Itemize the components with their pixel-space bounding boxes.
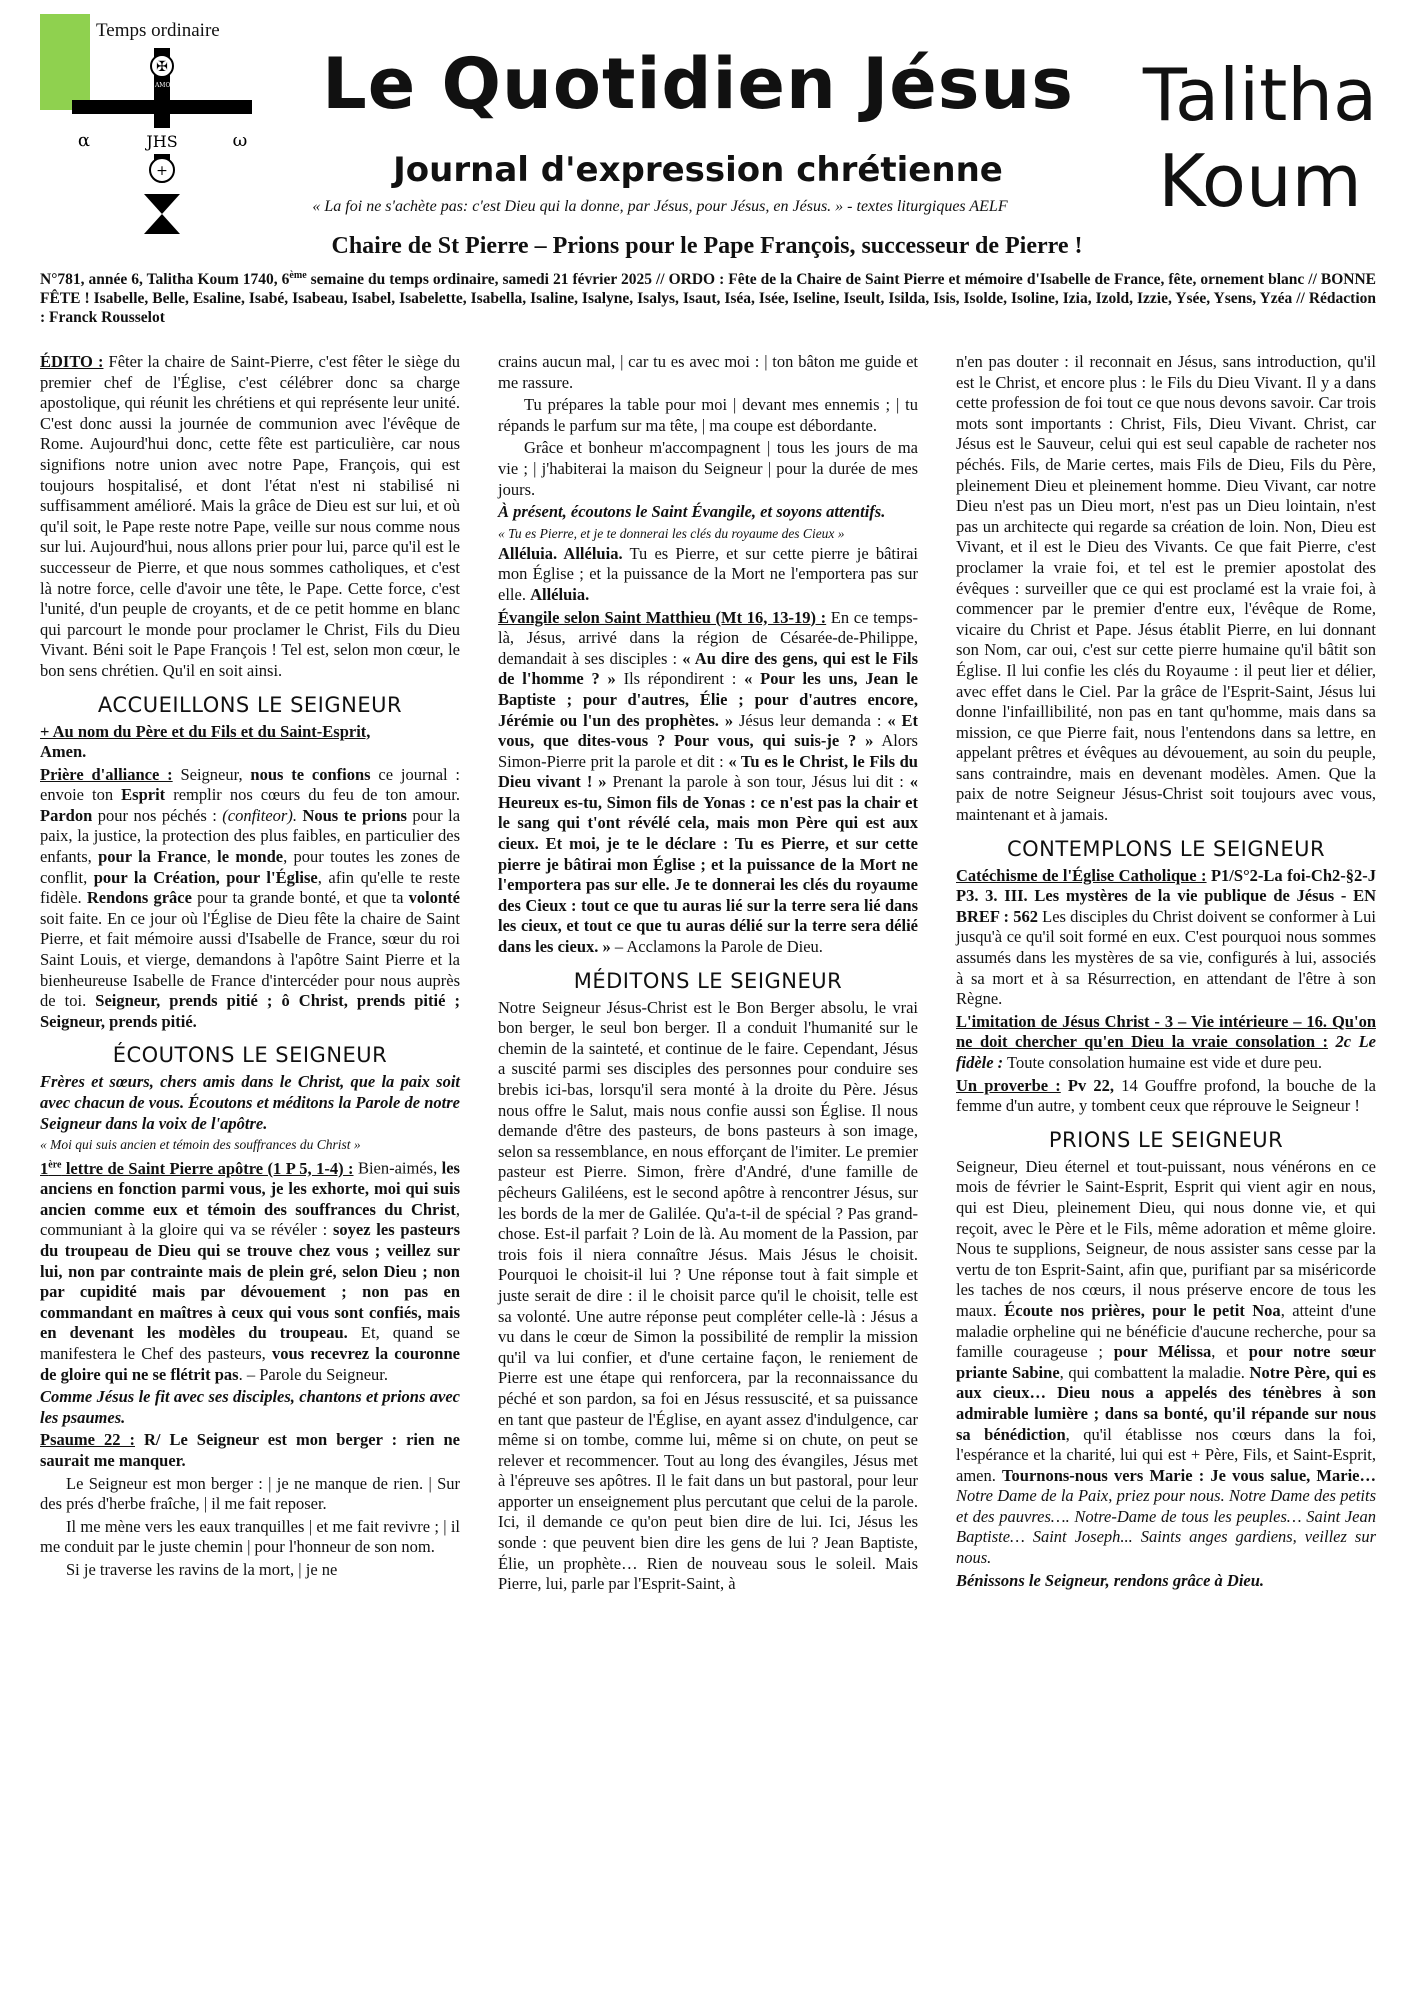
psalm-refrain: Psaume 22 : R/ Le Seigneur est mon berger : rien ne saurait me manquer. [40, 1430, 460, 1470]
season-label: Temps ordinaire [96, 20, 220, 41]
psalm-stanza: Tu prépares la table pour moi | devant mes ennemis ; | tu répands le parfum sur ma tête, | ma coupe est débordante. [498, 395, 918, 435]
gospel-quote: « Tu es Pierre, et je te donnerai les clés du royaume des Cieux » [498, 525, 845, 541]
lecture-quote: « Moi qui suis ancien et témoin des souffrances du Christ » [40, 1137, 361, 1153]
sign-of-cross: + Au nom du Père et du Fils et du Saint-Esprit, Amen. [40, 721, 371, 762]
newspaper-title: Le Quotidien Jésus [322, 43, 1074, 125]
emblem-motto: DEUS AMOR EST [134, 82, 190, 89]
proverb: Un proverbe : Pv 22, 14 Gouffre profond, la bouche de la femme d'un autre, y tombent ceux que réprouve le Seigneur ! [956, 1075, 1376, 1116]
section-accueillons: ACCUEILLONS LE SEIGNEUR [97, 692, 403, 717]
section-ecoutons: ÉCOUTONS LE SEIGNEUR [112, 1043, 388, 1068]
issue-info: N°781, année 6, Talitha Koum 1740, 6ème semaine du temps ordinaire, samedi 21 février 2025 // ORDO : Fête de la Chaire de Saint Pierre et mémoire d'Isabelle de France, fête, ornement blanc // BONNE FÊTE ! Isabelle, Belle, Esaline, Isabé, Isabeau, Isabel, Isabelette, Isabella, Isaline, Isalyne, Isalys, Isaut, Iséa, Isée, Iseline, Iseult, Isilda, Isis, Isolde, Isoline, Izia, Izold, Izzie, Ysée, Ysens, Yzéa // Rédaction : Franck Rousselot [40, 270, 1377, 327]
imitation: L'imitation de Jésus Christ - 3 – Vie intérieure – 16. Qu'on ne doit chercher qu'en Dieu la vraie consolation : 2c Le fidèle : Toute consolation humaine est vide et dure peu. [956, 1011, 1376, 1072]
gospel-invite: À présent, écoutons le Saint Évangile, et soyons attentifs. [498, 502, 886, 522]
alleluia: Alléluia. Alléluia. Tu es Pierre, et sur cette pierre je bâtirai mon Église ; et la puissance de la Mort ne l'emportera pas sur elle. Alléluia. [498, 543, 918, 604]
newspaper-motto: « La foi ne s'achète pas: c'est Dieu qui la donne, par Jésus, pour Jésus, en Jésus. » - textes liturgiques AELF [312, 198, 1008, 215]
premiere-lecture: 1ère lettre de Saint Pierre apôtre (1 P 5, 1-4) : Bien-aimés, les anciens en fonction parmi vous, je les exhorte, moi qui suis ancien comme eux et témoin des souffrances du Christ, communiant à la gloire qui va se révéler : soyez les pasteurs du troupeau de Dieu qui se trouve chez vous ; veillez sur lui, non par contrainte mais de plein gré, selon Dieu ; non par cupidité mais par dévouement ; non pas en commandant en maîtres à ceux qui vous sont confiés, mais en devenant les modèles du troupeau. Et, quand se manifestera le Chef des pasteurs, vous recevrez la couronne de gloire qui ne se flétrit pas. – Parole du Seigneur. [40, 1158, 461, 1384]
psalm-stanza: Le Seigneur est mon berger : | je ne manque de rien. | Sur des prés d'herbe fraîche, | il me fait reposer. [40, 1473, 460, 1514]
svg-text:+: + [156, 163, 168, 179]
section-prions: PRIONS LE SEIGNEUR [1048, 1127, 1284, 1152]
psalm-stanza: Grâce et bonheur m'accompagnent | tous les jours de ma vie ; | j'habiterai la maison du Seigneur | pour la durée de mes jours. [498, 438, 918, 499]
newspaper-subtitle: Journal d'expression chrétienne [393, 150, 1003, 190]
emblem-omega: ω [232, 130, 248, 151]
priere-alliance: Prière d'alliance : Seigneur, nous te confions ce journal : envoie ton Esprit remplir nos cœurs du feu de ton amour. Pardon pour nos péchés : (confiteor). Nous te prions pour la paix, la justice, la protection des plus faibles, en particulier des enfants, pour la France, le monde, pour toutes les zones de conflit, pour la Création, pour l'Église, afin qu'elle te reste fidèle. Rendons grâce pour ta grande bonté, et que ta volonté soit faite. En ce jour où l'Église de Dieu fête la chaire de Saint Pierre, et fait mémoire aussi d'Isabelle de France, sœur du roi Saint Louis, et vierge, demandons à l'apôtre Saint Pierre et la bienheureuse Isabelle de France d'intercéder pour nous auprès de toi. Seigneur, prends pitié ; ô Christ, prends pitié ; Seigneur, prends pitié. [40, 764, 461, 1031]
section-meditons: MÉDITONS LE SEIGNEUR [573, 968, 843, 993]
svg-text:✠: ✠ [156, 59, 168, 75]
psalm-stanza: Il me mène vers les eaux tranquilles | et me fait revivre ; | il me conduit par le juste chemin | pour l'honneur de son nom. [40, 1516, 460, 1557]
psalm-stanza: crains aucun mal, | car tu es avec moi : | ton bâton me guide et me rassure. [498, 352, 918, 392]
column-1 [40, 352, 460, 1583]
emblem-ihs: JHS [146, 132, 178, 151]
meditation: Notre Seigneur Jésus-Christ est le Bon Berger absolu, le vrai bon berger, le seul bon berger. Il a conduit l'humanité sur le chemin de la sainteté, et continue de le faire. Cependant, Jésus a suscité parmi ses disciples des personnes pour conduire ses brebis ici-bas, lorsqu'il sera monté à la droite du Père. Jésus nous offre le Salut, mais nous confie aussi son Église. Il nous demande d'être des pasteurs, de bons pasteurs à son image, selon sa ressemblance, en nous efforçant de l'imiter. Le premier pasteur est Pierre. Simon, frère d'André, d'une famille de pêcheurs Galiléens, est le second apôtre à rencontrer Jésus, sur les bords de la mer de Galilée. Qu'a-t-il de spécial ? Pas grand-chose. Est-il parfait ? Loin de là. Au moment de la Passion, par trois fois il niera connaître Jésus. Mais Jésus le choisit. Pourquoi le choisit-il lui ? Une réponse tout à fait simple et juste serait de dire : il le choisit parce qu'il le choisit, telle est sa volonté. Une autre réponse peut compléter celle-là : Jésus a vu dans le cœur de Simon la possibilité de remplir la mission qu'il va lui confier, et d'une certaine façon, le reniement de Pierre est une étape qui renforcera, par la reconnaissance du péché et son pardon, sa foi en Jésus ressuscité, et sa puissance en tant que pasteur de l'Église, en ayant assez d'indulgence, car même si on tombe, comme lui, même si on chute, on peut se relever et recommencer. Tout au long des évangiles, Jésus met à l'épreuve ses apôtres. Il le fait dans un but pastoral, pour leur apporter un enseignement plus percutant que celui de la parole. Ici, il demande ce qu'on peut bien dire de lui. Ici, Jésus les sonde : que peuvent bien dire les gens de lui ? Jean Baptiste, Élie, un prophète… Rien de nouveau sous le soleil. Mais Pierre, lui, parle par l'Esprit-Saint, à [498, 997, 918, 1594]
meditation-continued: n'en pas douter : il reconnait en Jésus, sans introduction, qu'il est le Christ, et encore plus : le Fils du Dieu Vivant. Il y a dans cette profession de foi tout ce que nous devons savoir. Car trois mots sont importants : Christ, Fils, Dieu Vivant. Christ, car Jésus est le Sauveur, celui qui est seul capable de racheter nos péchés. Fils, de Marie certes, mais Fils de Dieu, Fils du Père, pleinement Dieu et pleinement homme. Dieu Vivant, car notre Dieu n'est pas un Dieu mort, n'est pas un Dieu lointain, n'est pas un architecte qui regarde sa création de loin. Non, Dieu est Vivant, et il est le Dieu des Vivants. Ce que fait Pierre, c'est proclamer la vraie foi, et tel est le premier apostolat des évêques : surveiller que ce qui est proclamé est la vraie foi, à commencer par le premier d'entre eux, l'évêque de Rome, vicaire du Christ et Pape. Jésus établit Pierre, en lui donnant son Nom, car oui, c'est sur cette pierre humaine qu'il bâtit son Église. Il lui confie les clés du Royaume : il peut lier et délier, avec effet dans le Ciel. Par la grâce de l'Esprit-Saint, Jésus lui donne l'infaillibilité, non pas en tant qu'homme, mais dans sa mission, ce que Pierre fait, nous l'entendons dans sa lettre, en appelant prêtres et évêques au dévouement, au soin du peuple, sans contraindre, mais en devenant modèles. Amen. Que la paix de notre Seigneur Jésus-Christ soit toujours avec vous, maintenant et à jamais. [956, 352, 1376, 825]
talitha-koum-logo: Talitha Koum [1142, 53, 1378, 223]
catechism: Catéchisme de l'Église Catholique : P1/S°2-La foi-Ch2-§2-J P3. 3. III. Les mystères de la vie publique de Jésus - EN BREF : 562 Les disciples du Christ doivent se conformer à Lui jusqu'à ce qu'il soit formé en eux. C'est pourquoi nous sommes assumés dans les mystères de sa vie, configurés à lui, associés à sa mort et à sa Résurrection, en attendant de l'être à son Règne. [956, 865, 1377, 1009]
ecoutons-intro: Frères et sœurs, chers amis dans le Christ, que la paix soit avec chacun de vous. Écoutons et méditons la Parole de notre Seigneur dans la voix de l'apôtre. [40, 1072, 460, 1133]
gospel-reading: Évangile selon Saint Matthieu (Mt 16, 13-19) : En ce temps-là, Jésus, arrivé dans la région de Césarée-de-Philippe, demandait à ses disciples : « Au dire des gens, qui est le Fils de l'homme ? » Ils répondirent : « Pour les uns, Jean le Baptiste ; pour d'autres, Élie ; pour d'autres encore, Jérémie ou l'un des prophètes. » Jésus leur demanda : « Et vous, que dites-vous ? Pour vous, qui suis-je ? » Alors Simon-Pierre prit la parole et dit : « Tu es le Christ, le Fils du Dieu vivant ! » Prenant la parole à son tour, Jésus lui dit : « Heureux es-tu, Simon fils de Yonas : ce n'est pas la chair et le sang qui t'ont révélé cela, mais mon Père qui est aux cieux. Et moi, je te le déclare : Tu es Pierre, et sur cette pierre je bâtirai mon Église ; et la puissance de la Mort ne l'emportera pas sur elle. Je te donnerai les clés du royaume des Cieux : tout ce que tu auras lié sur la terre sera lié dans les cieux, et tout ce que tu auras délié sur la terre sera délié dans les cieux. » – Acclamons la Parole de Dieu. [498, 607, 919, 957]
psalm-transition: Comme Jésus le fit avec ses disciples, chantons et prions avec les psaumes. [40, 1387, 460, 1427]
closing-prayer: Seigneur, Dieu éternel et tout-puissant, nous vénérons en ce mois de février le Saint-Esprit, Esprit qui vient agir en nous, qui est Dieu, pleinement Dieu, qui nous donne vie, et qui reçoit, avec le Père et le Fils, même adoration et même gloire. Nous te supplions, Seigneur, de nous assister sans cesse par la vertu de ton Esprit-Saint, afin que, purifiant par sa miséricorde les taches de nos cœurs, il nous préserve encore de tous les maux. Écoute nos prières, pour le petit Noa, atteint d'une maladie orpheline qui ne bénéficie d'aucune recherche, pour sa famille courageuse ; pour Mélissa, et pour notre sœur priante Sabine, qui combattent la maladie. Notre Père, qui es aux cieux… Dieu nous a appelés des ténèbres à son admirable lumière ; dans sa bonté, qu'il répande sur nous sa bénédiction, qu'il établisse nos cœurs dans la foi, l'espérance et la charité, lui qui est + Père, Fils, et Saint-Esprit, amen. Tournons-nous vers Marie : Je vous salue, Marie… Notre Dame de la Paix, priez pour nous. Notre Dame des petits et des pauvres…. Notre-Dame de tous les peuples… Saint Jean Baptiste… Saint Joseph... Saints anges gardiens, veillez sur nous. [956, 1156, 1377, 1568]
column-3 [956, 352, 1376, 1593]
headline: Chaire de St Pierre – Prions pour le Pape François, successeur de Pierre ! [331, 233, 1083, 259]
edito: ÉDITO : Fêter la chaire de Saint-Pierre, c'est fêter le siège du premier chef de l'Église, c'est célébrer donc sa charge apostolique, qui réunit les chrétiens et qui représente leur unité. C'est donc aussi la journée de communion avec l'évêque de Rome. Aujourd'hui donc, cette fête est particulière, car nous signifions notre union avec notre Pape, François, qui est toujours hospitalisé, et dont l'état n'est ni stabilisé ni suffisamment amélioré. Mais la grâce de Dieu est sur lui, et où qu'il soit, le Pape reste notre Pape, veille sur nous comme nous sur lui. Aujourd'hui, nous allons prier pour lui, parce qu'il est le successeur de Pierre, et que nous sommes catholiques, et c'est là notre force, celle d'avoir une tête, le Pape. Cette force, c'est l'unité, d'un peuple de croyants, et de ce petit homme en blanc qui parcourt le monde pour proclamer le Christ, Fils du Dieu Vivant. Béni soit le Pape François ! Tel est, selon mon cœur, le bon sens chrétien. Qu'il en soit ainsi. [40, 352, 460, 680]
section-contemplons: CONTEMPLONS LE SEIGNEUR [1006, 836, 1326, 861]
psalm-stanza: Si je traverse les ravins de la mort, | je ne [66, 1559, 338, 1579]
final-blessing: Bénissons le Seigneur, rendons grâce à Dieu. [956, 1570, 1265, 1590]
column-2 [498, 352, 918, 1597]
emblem-alpha: α [77, 130, 91, 151]
